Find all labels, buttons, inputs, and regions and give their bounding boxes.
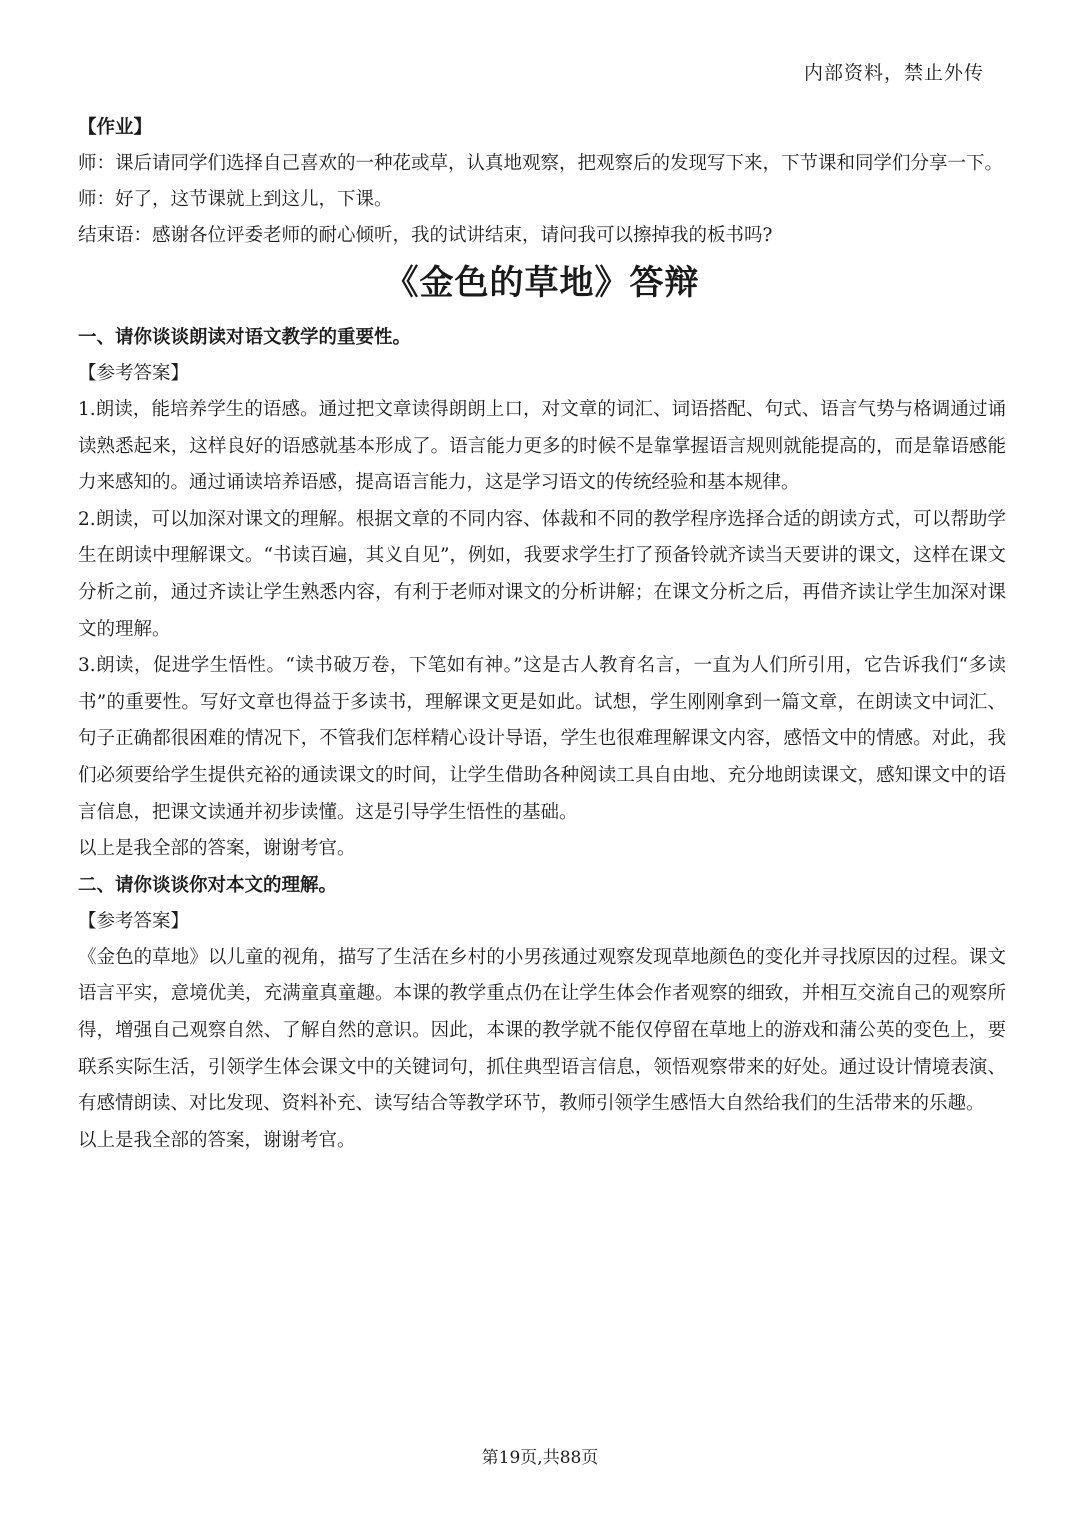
homework-heading: 【作业】 (78, 117, 153, 138)
page-number: 第19页,共88页 (481, 1448, 599, 1468)
answer-closing: 以上是我全部的答案，谢谢考官。 (78, 838, 356, 860)
question-heading: 二、请你谈谈你对本文的理解。 (78, 874, 338, 896)
answer-paragraph: 《金色的草地》以儿童的视角，描写了生活在乡村的小男孩通过观察发现草地颜色的变化并寻找原因的过程。课文语言平实，意境优美，充满童真童趣。本课的教学重点仍在让学生体会作者观察的细致，并相互交流自己的观察所得，增强自己观察自然、了解自然的意识。因此，本课的教学就不能仅停留在草地上的游戏和蒲公英的变色上，要联系实际生活，引领学生体会课文中的关键词句，抓住典型语言信息，领悟观察带来的好处。通过设计情境表演、有感情朗读、对比发现、资料补充、读写结合等教学环节，教师引领学生感悟大自然给我们的生活带来的乐趣。 (78, 946, 1006, 1115)
question-section-2 (78, 868, 1006, 1160)
document-body (78, 110, 1006, 1159)
question-heading: 一、请你谈谈朗读对语文教学的重要性。 (78, 327, 412, 348)
closing-remark: 结束语：感谢各位评委老师的耐心倾听，我的试讲结束，请问我可以擦掉我的板书吗? (78, 225, 773, 246)
answer-paragraph: 2.朗读，可以加深对课文的理解。根据文章的不同内容、体裁和不同的教学程序选择合适的朗读方式，可以帮助学生在朗读中理解课文。“书读百遍，其义自见”，例如，我要求学生打了预备铃就齐读当天要讲的课文，这样在课文分析之前，通过齐读让学生熟悉内容，有利于老师对课文的分析讲解；在课文分析之后，再借齐读让学生加深对课文的理解。 (78, 508, 1006, 640)
homework-line: 师：好了，这节课就上到这儿，下课。 (78, 189, 393, 210)
page-title: 《金色的草地》答辩 (384, 263, 700, 303)
answer-paragraph: 1.朗读，能培养学生的语感。通过把文章读得朗朗上口，对文章的词汇、词语搭配、句式、语言气势与格调通过诵读熟悉起来，这样良好的语感就基本形成了。语言能力更多的时候不是靠掌握语言规则就能提高的，而是靠语感能力来感知的。通过诵读培养语感，提高语言能力，这是学习语文的传统经验和基本规律。 (78, 399, 1006, 494)
answer-closing: 以上是我全部的答案，谢谢考官。 (78, 1129, 356, 1151)
answer-paragraph: 3.朗读，促进学生悟性。“读书破万卷，下笔如有神。”这是古人教育名言，一直为人们所引用，它告诉我们“多读书”的重要性。写好文章也得益于多读书，理解课文更是如此。试想，学生刚刚拿到一篇文章，在朗读文中词汇、句子正确都很困难的情况下，不管我们怎样精心设计导语，学生也很难理解课文内容，感悟文中的情感。对此，我们必须要给学生提供充裕的通读课文的时间，让学生借助各种阅读工具自由地、充分地朗读课文，感知课文中的语言信息，把课文读通并初步读懂。这是引导学生悟性的基础。 (78, 655, 1006, 823)
answer-tag: 【参考答案】 (78, 363, 190, 384)
answer-tag: 【参考答案】 (78, 910, 190, 932)
homework-section (78, 110, 1006, 254)
question-section-1 (78, 320, 1006, 868)
confidential-note: 内部资料，禁止外传 (803, 62, 984, 84)
homework-line: 师：课后请同学们选择自己喜欢的一种花或草，认真地观察，把观察后的发现写下来，下节课和同学们分享一下。 (78, 153, 1004, 174)
